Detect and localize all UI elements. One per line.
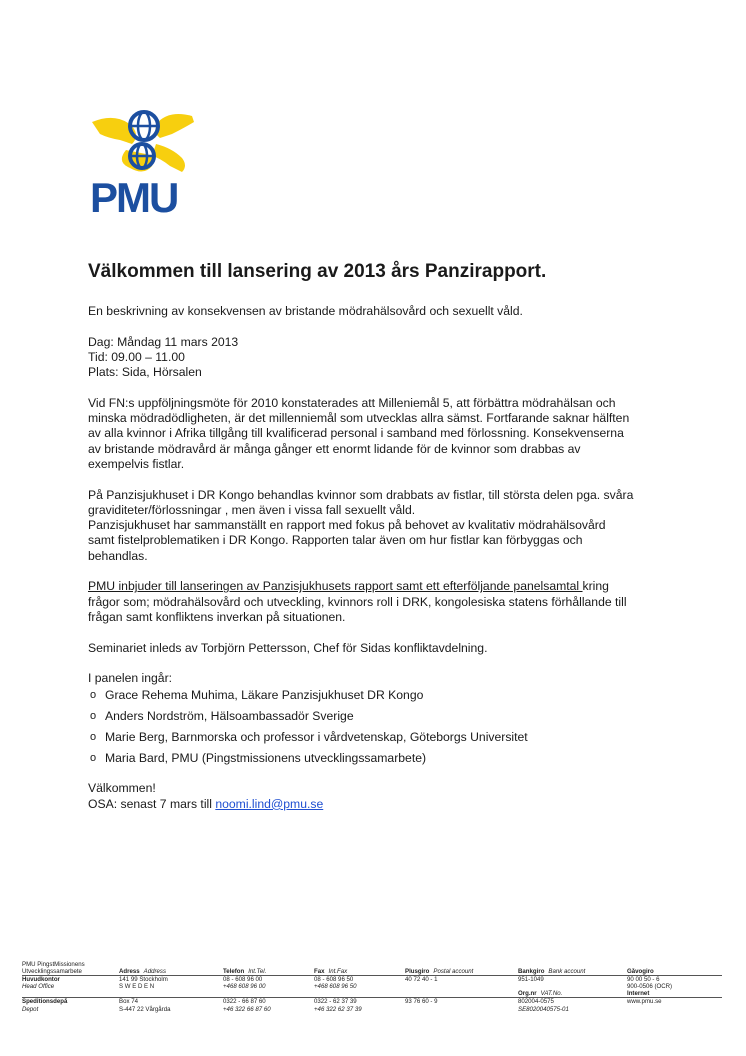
hq-phone: 08 - 608 96 00 bbox=[223, 976, 263, 984]
panel-member: Grace Rehema Muhima, Läkare Panzisjukhuset DR Kongo bbox=[105, 688, 424, 703]
event-date: Dag: Måndag 11 mars 2013 bbox=[88, 334, 239, 349]
hq-phone-int: +468 608 96 00 bbox=[223, 983, 266, 991]
hq-plusgiro: 40 72 40 - 1 bbox=[405, 976, 438, 984]
paragraph-background bbox=[88, 396, 666, 472]
depot-address: Box 74 bbox=[119, 998, 138, 1006]
orgnr-label: Org.nr bbox=[518, 990, 537, 998]
paragraph-line: av alla kvinnor i Afrika tillgång till kvalificerad personal i samband med förlossning. Konsekvenserna bbox=[88, 426, 624, 441]
paragraph-line: exempelvis fistlar. bbox=[88, 456, 185, 471]
letter-body bbox=[88, 304, 666, 812]
invitation-rest: kring bbox=[582, 579, 609, 594]
closing bbox=[88, 781, 666, 812]
paragraph-line: Vid FN:s uppföljningsmöte för 2010 konstaterades att Milleniemål 5, att förbättra mödrahälsan och bbox=[88, 395, 616, 410]
list-item bbox=[88, 688, 666, 703]
list-item bbox=[88, 730, 666, 745]
welcome-text: Välkommen! bbox=[88, 781, 156, 796]
website: www.pmu.se bbox=[627, 998, 662, 1006]
paragraph-line: samt fistelproblematiken i DR Kongo. Rapporten talar även om hur fistlar kan förbyggas och bbox=[88, 533, 583, 548]
list-item bbox=[88, 751, 666, 766]
hq-label-en: Head Office bbox=[22, 983, 55, 991]
pmu-logo-text: PMU bbox=[90, 174, 178, 214]
panel-member: Maria Bard, PMU (Pingstmissionens utvecklingssamarbete) bbox=[105, 750, 427, 765]
event-details bbox=[88, 335, 666, 381]
paragraph-invitation bbox=[88, 579, 666, 625]
pmu-logo bbox=[86, 92, 200, 214]
pmu-logo-graphic bbox=[86, 92, 200, 214]
hq-gavogiro-ocr: 900-0506 (OCR) bbox=[627, 983, 673, 991]
col-header-en: Address bbox=[143, 968, 167, 976]
hq-country: S W E D E N bbox=[119, 983, 155, 991]
depot-city: S-447 22 Vårgårda bbox=[119, 1005, 171, 1013]
hq-gavogiro: 90 00 50 - 6 bbox=[627, 976, 660, 984]
org-name-line: Utvecklingssamarbete bbox=[22, 968, 82, 976]
col-header: Bankgiro bbox=[518, 968, 545, 976]
col-header-en: Int.Tel. bbox=[248, 968, 267, 976]
hq-bankgiro: 951-1049 bbox=[518, 976, 544, 984]
email-link[interactable]: noomi.lind@pmu.se bbox=[215, 796, 324, 811]
depot-phone: 0322 - 66 87 60 bbox=[223, 998, 266, 1006]
panel-member: Anders Nordström, Hälsoambassadör Sverige bbox=[105, 709, 354, 724]
event-time: Tid: 09.00 – 11.00 bbox=[88, 349, 185, 364]
osa-line bbox=[88, 797, 666, 812]
vat-value: SE8020040575-01 bbox=[518, 1005, 569, 1013]
panel-member: Marie Berg, Barnmorska och professor i vårdvetenskap, Göteborgs Universitet bbox=[105, 730, 528, 745]
orgnr-value: 802004-0575 bbox=[518, 998, 554, 1006]
hq-label: Huvudkontor bbox=[22, 976, 60, 984]
col-header: Adress bbox=[119, 968, 140, 976]
depot-fax-int: +46 322 62 37 39 bbox=[314, 1005, 362, 1013]
footer-header-row bbox=[22, 968, 722, 976]
paragraph-line: graviditeter/förlossningar , men även i vissa fall sexuellt våld. bbox=[88, 502, 416, 517]
invitation-underlined: PMU inbjuder till lanseringen av Panzisjukhusets rapport samt ett efterföljande panelsamtal bbox=[88, 579, 583, 594]
paragraph-line: frågan samt konfliktens inverkan på situationen. bbox=[88, 609, 346, 624]
list-item bbox=[88, 709, 666, 724]
hq-address: 141 99 Stockholm bbox=[119, 976, 168, 984]
col-header-en: Postal account bbox=[433, 968, 474, 976]
paragraph-line: På Panzisjukhuset i DR Kongo behandlas kvinnor som drabbats av fistlar, till största delen pga. svåra bbox=[88, 487, 634, 502]
seminar-intro: Seminariet inleds av Torbjörn Pettersson, Chef för Sidas konfliktavdelning. bbox=[88, 640, 488, 655]
depot-plusgiro: 93 76 60 - 9 bbox=[405, 998, 438, 1006]
bullet-icon: o bbox=[90, 731, 97, 744]
col-header: Telefon bbox=[223, 968, 245, 976]
col-header: Gåvogiro bbox=[627, 968, 654, 976]
bullet-icon: o bbox=[90, 689, 97, 702]
event-place: Plats: Sida, Hörsalen bbox=[88, 365, 202, 380]
paragraph-line: minska mödradödligheten, är det millenniemål som utvecklas allra sämst. Fortfarande saknar hälften bbox=[88, 411, 630, 426]
org-name-line: PMU PingstMissionens bbox=[22, 961, 85, 968]
paragraph-line: Panzisjukhuset har sammanställt en rapport med fokus på behovet av kvalitativ mödrahälsovård bbox=[88, 518, 606, 533]
page-title: Välkommen till lansering av 2013 års Panzirapport. bbox=[88, 261, 547, 282]
col-header: Fax bbox=[314, 968, 325, 976]
paragraph-panzi bbox=[88, 488, 666, 564]
footer-hq-row bbox=[22, 976, 722, 997]
paragraph-line: av bristande mödravård är många gånger ett enormt lidande för de kvinnor som drabbas av bbox=[88, 441, 581, 456]
bullet-icon: o bbox=[90, 710, 97, 723]
internet-label: Internet bbox=[627, 990, 650, 998]
col-header-en: Int.Fax bbox=[328, 968, 348, 976]
orgnr-label-en: VAT.No. bbox=[540, 990, 563, 998]
footer bbox=[22, 961, 722, 1013]
paragraph-line: frågor som; mödrahälsovård och utveckling, kvinnors roll i DRK, kongolesiska statens förhållande till bbox=[88, 594, 627, 609]
hq-fax-int: +468 608 96 50 bbox=[314, 983, 357, 991]
hq-fax: 08 - 608 96 50 bbox=[314, 976, 354, 984]
col-header-en: Bank account bbox=[548, 968, 586, 976]
subtitle: En beskrivning av konsekvensen av bristande mödrahälsovård och sexuellt våld. bbox=[88, 304, 523, 318]
col-header: Plusgiro bbox=[405, 968, 430, 976]
panel-list bbox=[88, 688, 666, 766]
paragraph-line: behandlas. bbox=[88, 548, 148, 563]
depot-label: Speditionsdepå bbox=[22, 998, 68, 1006]
depot-phone-int: +46 322 66 87 60 bbox=[223, 1005, 271, 1013]
bullet-icon: o bbox=[90, 751, 97, 764]
osa-prefix: OSA: senast 7 mars till bbox=[88, 796, 216, 811]
panel-intro: I panelen ingår: bbox=[88, 671, 173, 686]
depot-label-en: Depot bbox=[22, 1005, 39, 1013]
paragraph-line bbox=[88, 579, 666, 594]
footer-depot-row bbox=[22, 997, 722, 1012]
depot-fax: 0322 - 62 37 39 bbox=[314, 998, 357, 1006]
footer-org bbox=[22, 961, 722, 968]
